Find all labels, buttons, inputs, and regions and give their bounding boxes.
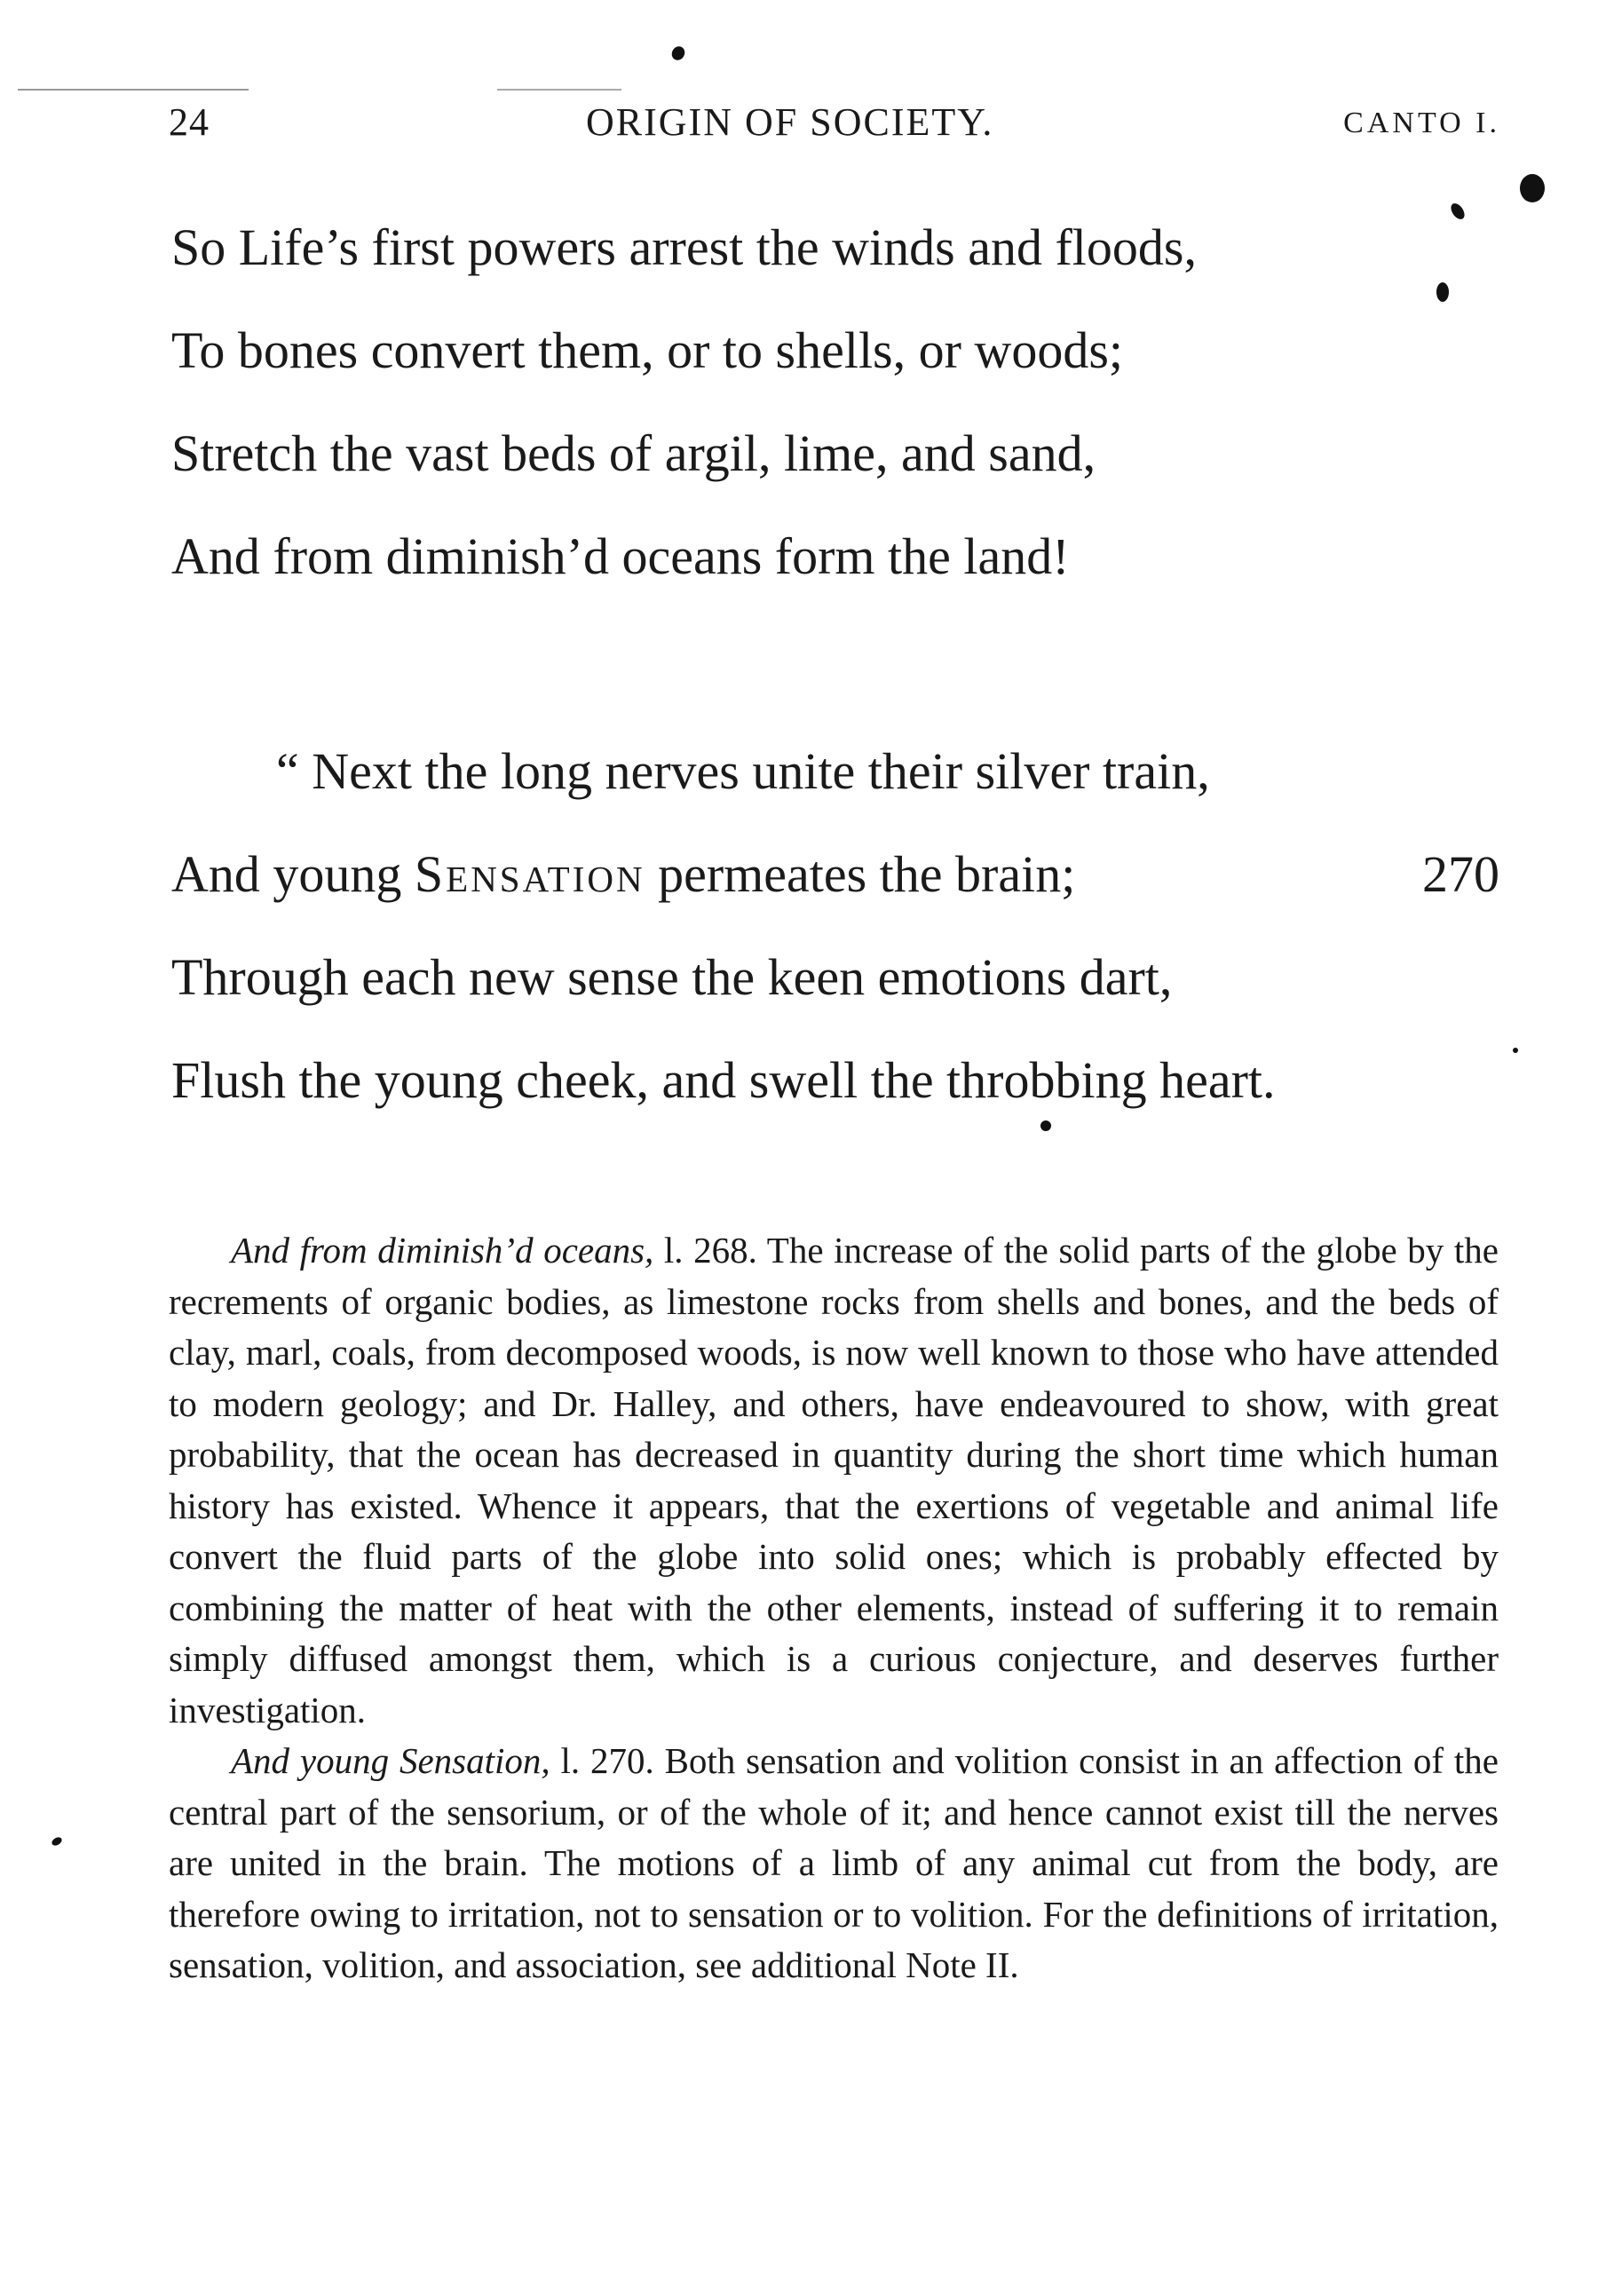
verse-text: permeates the brain; — [645, 845, 1076, 903]
running-head — [169, 99, 1500, 153]
verse-line: To bones convert them, or to shells, or woods; — [171, 321, 1124, 379]
verse-line: And from diminish’d oceans form the land! — [171, 527, 1070, 585]
verse-stanza — [171, 218, 1521, 634]
verse-line: Flush the young cheek, and swell the throbbing heart. — [171, 1051, 1276, 1109]
verse-line: “ Next the long nerves unite their silver train, — [276, 742, 1210, 800]
verse-stanza — [171, 742, 1521, 1158]
scan-rule-fragment — [497, 89, 621, 91]
footnote-text: l. 270. Both sensation and volition consist in an affection of the central part of the sensorium, or of the whole of it; and hence cannot exist till the nerves are united in the brain. The motions of a limb of any animal cut from the body, are therefore owing to irritation, not to sensation or to volition. For the definitions of irritation, sensation, volition, and association, see additional Note II. — [169, 1740, 1499, 1985]
footnote — [169, 1736, 1499, 1991]
verse-text: And young — [171, 845, 415, 903]
verse-small-caps: Sensation — [414, 845, 645, 903]
footnote-reference: And young Sensation, — [231, 1740, 550, 1781]
line-number: 270 — [1422, 845, 1499, 903]
page-number: 24 — [169, 100, 210, 144]
canto-label: CANTO I. — [1343, 107, 1500, 139]
ink-speck — [1520, 174, 1545, 202]
ink-speck — [669, 44, 687, 63]
ink-speck — [1448, 201, 1467, 221]
footnote — [169, 1225, 1499, 1736]
verse-line: So Life’s first powers arrest the winds and floods, — [171, 218, 1197, 276]
footnote-text: l. 268. The increase of the solid parts of the globe by the recrements of organic bodies, as limestone rocks from shells and bones, and the beds of clay, marl, coals, from decomposed woods, is now well known to those who have attended to modern geology; and Dr. Halley, and others, have endeavoured to show, with great probability, that the ocean has decreased in quantity during the short time which human history has existed. Whence it appears, that the exertions of vegetable and animal life convert the fluid parts of the globe into solid ones; which is probably effected by combining the matter of heat with the other elements, instead of suffering it to remain simply diffused amongst them, which is a curious conjecture, and deserves further investigation. — [169, 1230, 1499, 1730]
footnote-reference: And from diminish’d oceans, — [231, 1230, 654, 1271]
scan-rule-fragment — [18, 89, 249, 91]
running-title: ORIGIN OF SOCIETY. — [586, 100, 994, 144]
verse-line: Stretch the vast beds of argil, lime, and sand, — [171, 424, 1096, 482]
verse-line: Through each new sense the keen emotions dart, — [171, 948, 1173, 1006]
verse-line — [171, 845, 1521, 903]
footnotes — [169, 1225, 1499, 1991]
ink-speck — [51, 1836, 63, 1848]
